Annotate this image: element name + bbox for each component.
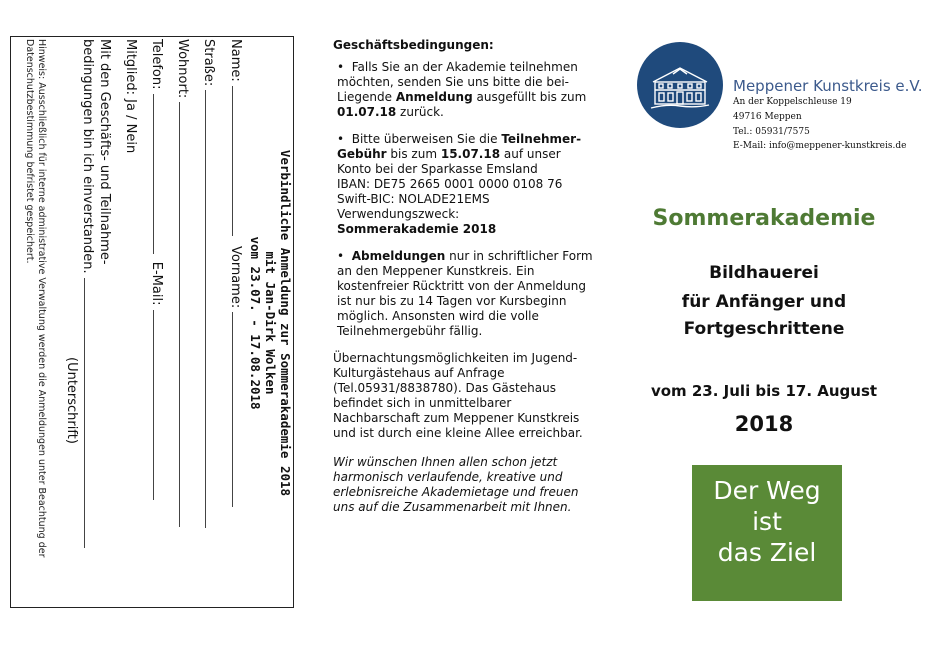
building-logo-icon	[637, 42, 723, 128]
wohnort-row	[175, 39, 190, 527]
terms-bold: 01.07.18	[337, 105, 397, 119]
form-title-line: vom 23.07. - 17.08.2018	[248, 236, 263, 410]
form-title-line: mit Jan-Dirk Wolken	[263, 251, 278, 395]
form-title-line: Verbindliche Anmeldung zur Sommerakademie 2018	[278, 149, 293, 497]
terms-bullet-registration	[333, 60, 595, 120]
registration-form-content	[11, 37, 294, 608]
signature-caption-row	[64, 357, 79, 444]
org-name: Meppener Kunstkreis e.V.	[733, 77, 923, 95]
telefon-field[interactable]	[153, 94, 164, 254]
registration-form	[10, 36, 294, 608]
terms-text: auf unser Konto bei der Sparkasse Emsland	[337, 147, 561, 176]
telefon-label: Telefon:	[149, 39, 164, 90]
purpose-label: Verwendungszweck:	[337, 207, 460, 221]
org-street: An der Koppelschleuse 19	[733, 97, 852, 107]
org-phone: Tel.: 05931/7575	[733, 127, 810, 137]
name-label: Name:	[228, 39, 243, 82]
event-year: 2018	[734, 412, 794, 436]
subtitle-line: für Anfänger und	[681, 292, 847, 312]
mitglied-label: Mitglied: Ja / Nein	[123, 39, 138, 154]
wohnort-field[interactable]	[179, 102, 190, 527]
iban: IBAN: DE75 2665 0001 0000 0108 76	[337, 177, 563, 191]
terms-text: nur in schriftlicher Form an den Meppener Kunstkreis. Ein kostenfreier Rücktritt von der Anmeldung ist nur bis zu 14 Tagen vor Kursbeginn möglich. Ansonsten wird die volle Teilnehmergebühr fällig.	[337, 249, 593, 338]
flyer-title: Sommerakademie	[652, 206, 876, 231]
org-email: E-Mail: info@meppener-kunstkreis.de	[733, 141, 907, 151]
terms-bullet-fee	[333, 132, 595, 237]
email-label: E-Mail:	[149, 261, 164, 306]
consent-text: Mit den Geschäfts- und Teilnahme-	[97, 39, 112, 265]
subtitle-line: Bildhauerei	[709, 263, 819, 283]
motto-line: das Ziel	[717, 538, 817, 567]
terms-text: zurück.	[396, 105, 444, 119]
wohnort-label: Wohnort:	[175, 39, 190, 99]
purpose-value: Sommerakademie 2018	[337, 222, 497, 236]
name-row	[228, 39, 243, 507]
motto-line: ist	[752, 507, 782, 536]
subtitle-line: Fortgeschrittene	[683, 319, 845, 339]
terms-text: Bitte überweisen Sie die	[351, 132, 502, 146]
lodging-info: Übernachtungsmöglichkeiten im Jugend-Kulturgästehaus auf Anfrage (Tel.05931/8838780). Das Gästehaus befindet sich in unmittelbarer Nachbarschaft zum Meppener Kunstkreis und ist durch eine kleine Allee erreichbar.	[333, 351, 583, 440]
signature-label: (Unterschrift)	[64, 357, 79, 444]
telefon-row	[149, 39, 164, 500]
bic: Swift-BIC: NOLADE21EMS	[337, 192, 490, 206]
terms-text: bis zum	[386, 147, 441, 161]
terms-section	[333, 38, 595, 515]
strasse-field[interactable]	[205, 90, 216, 528]
terms-bold: 15.07.18	[440, 147, 501, 161]
terms-heading: Geschäftsbedingungen:	[333, 38, 494, 52]
motto-line: Der Weg	[713, 476, 821, 505]
signature-field[interactable]	[84, 278, 95, 548]
org-city: 49716 Meppen	[733, 112, 802, 122]
event-dates: vom 23. Juli bis 17. August	[650, 382, 878, 400]
closing-text: Wir wünschen Ihnen allen schon jetzt harmonisch verlaufende, kreative und erlebnisreiche Akademietage und freuen uns auf die Zusammenarbeit mit Ihnen.	[333, 455, 579, 514]
form-title	[248, 37, 293, 608]
consent-text: bedingungen bin ich einverstanden.	[80, 39, 95, 274]
terms-bullet-cancellation	[333, 249, 595, 339]
vorname-field[interactable]	[232, 312, 243, 507]
bullet-icon: •	[337, 132, 352, 146]
terms-text: ausgefüllt bis zum	[472, 90, 587, 104]
email-field[interactable]	[153, 310, 164, 500]
consent-signature-row	[80, 39, 95, 548]
vorname-label: Vorname:	[228, 246, 243, 309]
strasse-row	[201, 39, 216, 528]
terms-bold: Anmeldung	[395, 90, 473, 104]
terms-bold: Abmeldungen	[351, 249, 446, 263]
privacy-hint: Hinweis: Ausschließlich für interne administrative Verwaltung werden die Anmeldungen unter Beachtung der Datenschutzbestimmung befristet gespeichert.	[24, 39, 47, 558]
bullet-icon: •	[337, 249, 352, 263]
bullet-icon: •	[337, 60, 352, 74]
motto-box	[692, 465, 842, 601]
terms-text: Falls Sie an der Akademie teilnehmen möchten, senden Sie uns bitte die bei-Liegende	[337, 60, 578, 104]
name-field[interactable]	[232, 86, 243, 236]
mitglied-row	[123, 39, 138, 153]
consent-line	[97, 39, 112, 265]
strasse-label: Straße:	[201, 39, 216, 87]
terms-bold: Teilnehmer-Gebühr	[337, 132, 582, 161]
